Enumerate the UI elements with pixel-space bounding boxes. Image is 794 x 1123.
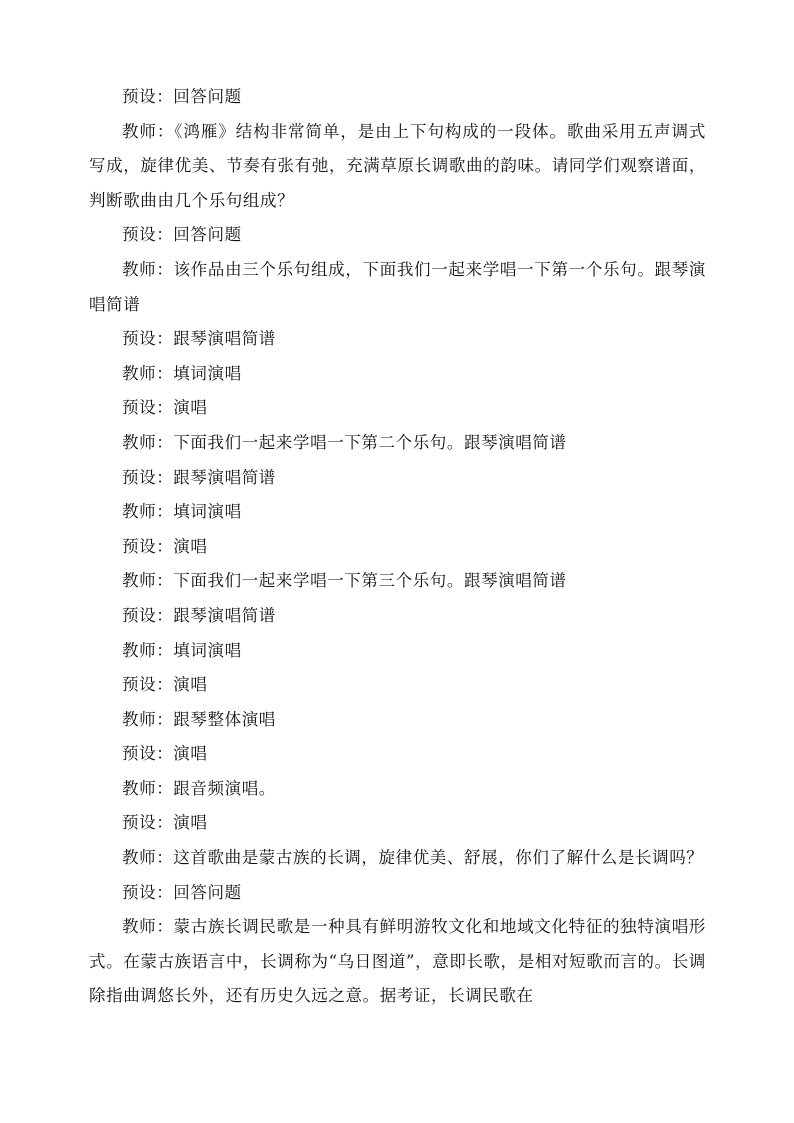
paragraph-preset-piano-notation: 预设：跟琴演唱简谱: [122, 329, 276, 349]
paragraph-preset-answer: 预设：回答问题: [122, 225, 242, 245]
paragraph-preset-piano-notation: 预设：跟琴演唱简谱: [122, 605, 276, 625]
paragraph-teacher-lyrics: 教师：填词演唱: [122, 363, 242, 383]
paragraph-preset-answer: 预设：回答问题: [122, 882, 242, 902]
paragraph-teacher-honggan-structure: 教师：《鸿雁》结构非常简单，是由上下句构成的一段体。歌曲采用五声调式写成，旋律优美、节奏有张有弛，充满草原长调歌曲的韵味。请同学们观察谱面，判断歌曲由几个乐句组成？: [89, 121, 706, 210]
paragraph-teacher-second-phrase: 教师：下面我们一起来学唱一下第二个乐句。跟琴演唱简谱: [122, 432, 567, 452]
paragraph-preset-answer: 预设：回答问题: [122, 87, 242, 106]
paragraph-preset-sing: 预设：演唱: [122, 536, 208, 556]
paragraph-teacher-changdiao-explanation: 教师：蒙古族长调民歌是一种具有鲜明游牧文化和地域文化特征的独特演唱形式。在蒙古族语言中，长调称为“乌日图道”，意即长歌，是相对短歌而言的。长调除指曲调悠长外，还有历史久远之意。据考证，长调民歌在: [89, 917, 706, 1006]
paragraph-teacher-whole-piano: 教师：跟琴整体演唱: [122, 709, 276, 729]
paragraph-teacher-changdiao-question: 教师：这首歌曲是蒙古族的长调，旋律优美、舒展，你们了解什么是长调吗？: [122, 848, 704, 868]
paragraph-preset-sing: 预设：演唱: [122, 813, 208, 833]
paragraph-preset-sing: 预设：演唱: [122, 675, 208, 695]
document-body: [89, 80, 706, 1014]
paragraph-preset-sing: 预设：演唱: [122, 398, 208, 418]
paragraph-teacher-first-phrase: 教师：该作品由三个乐句组成，下面我们一起来学唱一下第一个乐句。跟琴演唱简谱: [89, 259, 706, 314]
paragraph-teacher-third-phrase: 教师：下面我们一起来学唱一下第三个乐句。跟琴演唱简谱: [122, 571, 567, 591]
paragraph-preset-sing: 预设：演唱: [122, 744, 208, 764]
paragraph-teacher-lyrics: 教师：填词演唱: [122, 502, 242, 522]
paragraph-teacher-audio: 教师：跟音频演唱。: [122, 778, 276, 798]
paragraph-teacher-lyrics: 教师：填词演唱: [122, 640, 242, 660]
paragraph-preset-piano-notation: 预设：跟琴演唱简谱: [122, 467, 276, 487]
